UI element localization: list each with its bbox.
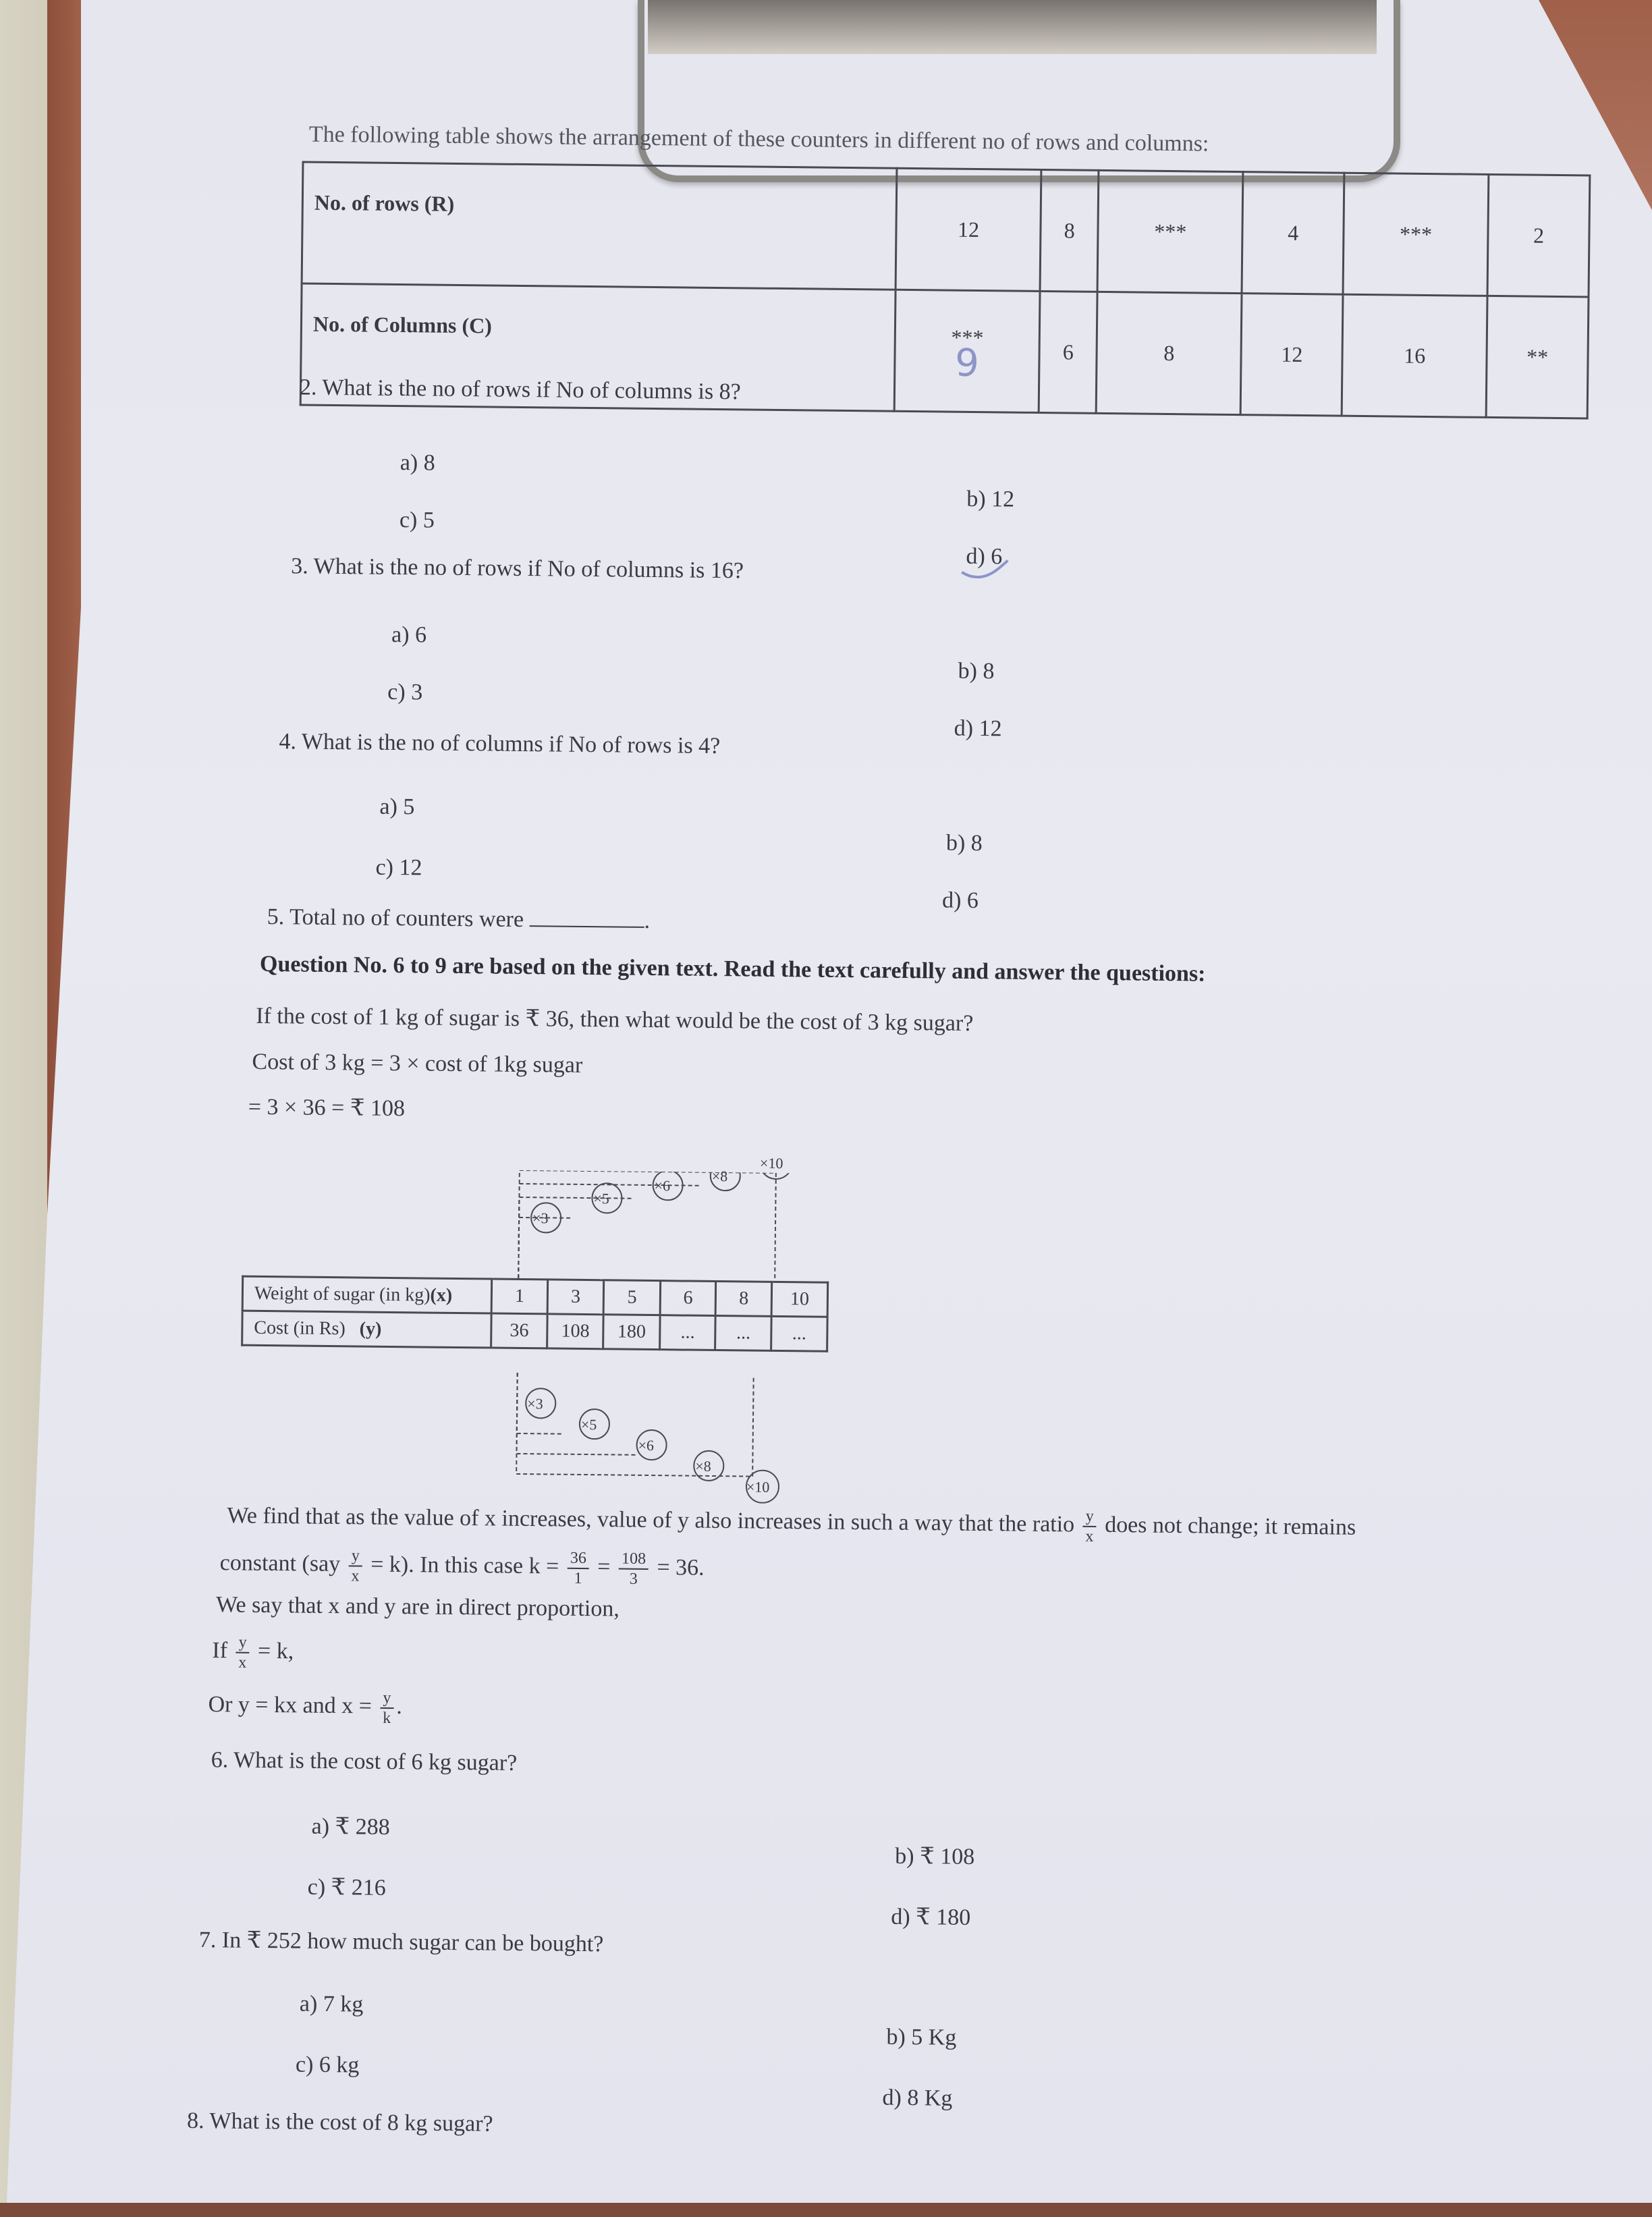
- q7-option-b[interactable]: b) 5 Kg: [886, 2024, 957, 2050]
- table-cell: ***: [1343, 173, 1489, 296]
- fraction-denominator: k: [383, 1709, 391, 1728]
- passage-line-1: If the cost of 1 kg of sugar is ₹ 36, then what would be the cost of 3 kg sugar?: [256, 1003, 974, 1036]
- explain-text: Or y = kx and x =: [208, 1691, 373, 1719]
- q6-option-b[interactable]: b) ₹ 108: [895, 1843, 975, 1870]
- ratio-fraction: [348, 1546, 362, 1585]
- explain-text: = k,: [257, 1638, 294, 1664]
- fraction-denominator: 3: [629, 1570, 638, 1588]
- top-multiplier: ×5: [593, 1190, 609, 1207]
- q2-option-b[interactable]: b) 12: [966, 486, 1015, 512]
- handwritten-tick-mark: [959, 557, 1013, 585]
- passage-heading: Question No. 6 to 9 are based on the given text. Read the text carefully and answer the questions:: [259, 951, 1206, 987]
- q7-option-d[interactable]: d) 8 Kg: [882, 2085, 953, 2111]
- table-cell: 2: [1487, 174, 1590, 297]
- q7-option-a[interactable]: a) 7 kg: [299, 1991, 364, 2017]
- table-cell: 8: [716, 1282, 772, 1317]
- columns-header: No. of Columns (C): [300, 283, 896, 411]
- sugar-proportion-diagram: [240, 1154, 830, 1504]
- fraction-numerator: 36: [568, 1549, 589, 1569]
- table-cell: 180: [603, 1315, 660, 1350]
- q2-option-c[interactable]: c) 5: [399, 508, 435, 533]
- table-cell: 3: [547, 1280, 604, 1315]
- x-fraction: [380, 1689, 394, 1728]
- q3-option-c[interactable]: c) 3: [387, 679, 423, 705]
- bottom-multiplier: ×8: [695, 1457, 711, 1475]
- fraction-numerator: y: [349, 1546, 362, 1566]
- explain-text: If: [212, 1638, 228, 1664]
- explain-text: constant (say: [219, 1550, 341, 1577]
- top-multiplier: ×10: [759, 1154, 783, 1172]
- q2-option-d[interactable]: d) 6: [966, 543, 1003, 570]
- q4-option-d[interactable]: d) 6: [941, 887, 979, 914]
- q6-option-c[interactable]: c) ₹ 216: [307, 1874, 386, 1900]
- k-fraction-1: [567, 1549, 589, 1588]
- bottom-multiplier: ×6: [638, 1436, 655, 1454]
- q3-option-b[interactable]: b) 8: [958, 658, 995, 684]
- table-cell: [894, 290, 1040, 412]
- intro-text: The following table shows the arrangement of these counters in different no of rows and columns:: [308, 121, 1209, 157]
- q3-option-a[interactable]: a) 6: [391, 622, 427, 648]
- q4-option-c[interactable]: c) 12: [375, 854, 422, 881]
- explain-line-4: [212, 1633, 294, 1672]
- fraction-denominator: 1: [574, 1569, 582, 1587]
- explain-text: does not change; it remains: [1104, 1512, 1356, 1540]
- question-5: [267, 904, 651, 934]
- bottom-multiplier: ×10: [746, 1478, 770, 1496]
- table-cell: 12: [1241, 294, 1343, 416]
- table-cell: 8: [1096, 292, 1242, 414]
- table-row: [242, 1311, 827, 1351]
- bottom-multiplier: ×5: [580, 1415, 597, 1433]
- q2-option-a[interactable]: a) 8: [400, 450, 435, 476]
- equals-sign: =: [597, 1554, 611, 1580]
- k-fraction-2: [619, 1550, 649, 1589]
- explain-line-2: [219, 1545, 705, 1589]
- cost-variable: (y): [359, 1318, 382, 1340]
- weight-label: [242, 1276, 492, 1313]
- table-cell: 36: [491, 1313, 547, 1348]
- q5-answer-blank[interactable]: [529, 925, 644, 928]
- table-row: [242, 1276, 827, 1317]
- bottom-multiplier: ×3: [527, 1395, 543, 1413]
- fraction-denominator: x: [351, 1567, 360, 1585]
- question-2: 2. What is the no of rows if No of columns is 8?: [299, 375, 741, 405]
- cost-label: [242, 1311, 492, 1348]
- explain-text: .: [396, 1693, 403, 1719]
- question-7: 7. In ₹ 252 how much sugar can be bought?: [198, 1927, 604, 1957]
- explain-text: = 36.: [657, 1554, 705, 1581]
- q4-option-b[interactable]: b) 8: [945, 830, 983, 856]
- table-cell: **: [1486, 296, 1589, 418]
- cost-label-text: Cost (in Rs): [254, 1317, 346, 1340]
- top-multiplier: ×3: [532, 1209, 549, 1227]
- weight-label-text: Weight of sugar (in kg): [254, 1282, 431, 1306]
- explain-line-1: [227, 1498, 1356, 1549]
- explain-text: = k). In this case k =: [370, 1552, 559, 1579]
- table-cell: ***: [1097, 170, 1243, 293]
- cell-value: ***: [951, 325, 984, 350]
- q5-end: .: [644, 908, 651, 933]
- table-cell: 12: [896, 168, 1041, 291]
- question-3: 3. What is the no of rows if No of columns is 16?: [291, 553, 744, 584]
- explain-text: We find that as the value of x increases, value of y also increases in such a way that the ratio: [227, 1503, 1075, 1537]
- q6-option-a[interactable]: a) ₹ 288: [311, 1813, 390, 1840]
- table-cell: 6: [1039, 291, 1097, 413]
- ratio-fraction: [236, 1633, 250, 1672]
- table-cell: 16: [1342, 294, 1487, 417]
- q3-option-d[interactable]: d) 12: [954, 715, 1002, 742]
- fraction-denominator: x: [238, 1653, 247, 1672]
- q5-text: 5. Total no of counters were: [267, 904, 524, 933]
- fraction-numerator: y: [380, 1689, 393, 1709]
- table-cell: 8: [1040, 169, 1099, 292]
- rows-header: No. of rows (R): [302, 162, 897, 290]
- table-cell: ...: [659, 1315, 715, 1350]
- fraction-numerator: 108: [619, 1550, 649, 1570]
- table-cell: 4: [1242, 172, 1344, 295]
- table-cell: ...: [771, 1316, 827, 1351]
- passage-line-3: = 3 × 36 = ₹ 108: [248, 1094, 406, 1122]
- question-6: 6. What is the cost of 6 kg sugar?: [211, 1747, 518, 1776]
- fraction-numerator: y: [236, 1633, 250, 1653]
- explain-line-3: We say that x and y are in direct proportion,: [215, 1592, 620, 1622]
- passage-line-2: Cost of 3 kg = 3 × cost of 1kg sugar: [252, 1049, 583, 1078]
- table-row: [302, 162, 1590, 297]
- table-cell: 6: [660, 1281, 716, 1316]
- handwritten-answer: 9: [954, 341, 980, 386]
- question-8: 8. What is the cost of 8 kg sugar?: [186, 2108, 493, 2137]
- weight-variable: (x): [430, 1284, 453, 1306]
- q6-option-d[interactable]: d) ₹ 180: [891, 1904, 971, 1931]
- ratio-fraction: [1082, 1507, 1097, 1546]
- question-4: 4. What is the no of columns if No of rows is 4?: [279, 729, 721, 759]
- table-cell: 10: [771, 1282, 827, 1317]
- q4-option-a[interactable]: a) 5: [379, 794, 415, 820]
- top-multiplier: ×6: [654, 1177, 671, 1195]
- sugar-cost-table: [241, 1276, 829, 1352]
- explain-line-5: [208, 1687, 402, 1728]
- table-cell: ...: [715, 1316, 771, 1351]
- table-cell: 5: [604, 1280, 661, 1315]
- table-cell: 108: [547, 1314, 604, 1349]
- table-cell: 1: [491, 1279, 547, 1314]
- top-multiplier: ×8: [711, 1167, 728, 1185]
- fraction-numerator: y: [1083, 1507, 1097, 1527]
- q7-option-c[interactable]: c) 6 kg: [295, 2052, 360, 2078]
- fraction-denominator: x: [1085, 1527, 1094, 1545]
